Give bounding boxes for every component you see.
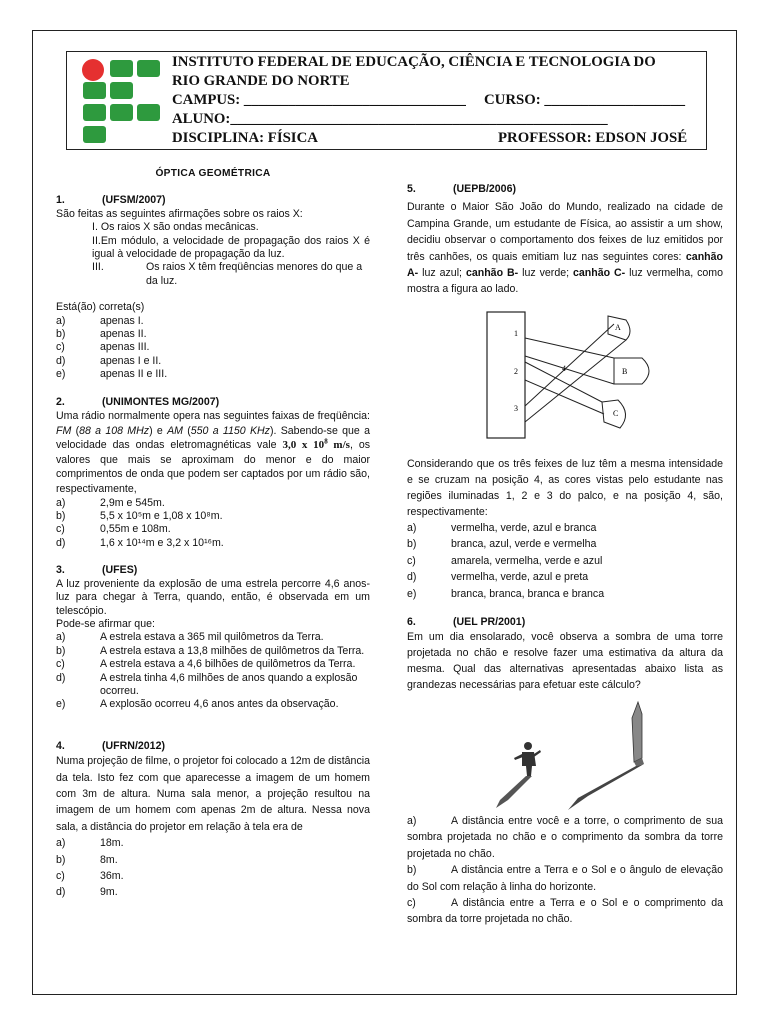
q5-question: Considerando que os três feixes de luz têm a mesma intensidade e se cruzam na posição 4, as cores vistas pelo estudante nas regiões iluminadas 1, 2 e 3 do palco, e na posição 4, são, respectivamente: xyxy=(407,458,723,518)
option-letter: b) xyxy=(56,328,66,341)
logo-red-circle xyxy=(82,59,104,81)
q2-options xyxy=(56,497,370,551)
option-letter: e) xyxy=(407,587,417,600)
stage-label-3: 3 xyxy=(514,404,518,413)
option-letter: c) xyxy=(407,897,416,910)
option-text: apenas I e II. xyxy=(100,354,162,367)
q1-option xyxy=(56,368,370,381)
q3-header: 3. (UFES) xyxy=(56,564,138,577)
disciplina-label: DISCIPLINA: FÍSICA xyxy=(172,130,318,146)
option-letter: b) xyxy=(56,644,66,657)
q4-option xyxy=(56,884,370,900)
option-letter: d) xyxy=(56,886,66,899)
q4-option xyxy=(56,835,370,851)
option-text: branca, azul, verde e vermelha xyxy=(451,538,597,551)
option-text: apenas II e III. xyxy=(100,368,168,381)
q1-option xyxy=(56,328,370,341)
right-column xyxy=(407,183,723,298)
option-text: apenas III. xyxy=(100,341,150,354)
stage-rect xyxy=(487,312,525,438)
q3-option xyxy=(56,672,370,699)
q2-option xyxy=(56,510,370,523)
cannon-label-a: A xyxy=(615,323,621,332)
option-letter: a) xyxy=(56,496,66,509)
option-letter: b) xyxy=(56,853,66,866)
option-text: A distância entre você e a torre, o comprimento de sua sombra projetada no chão e o comprimento da sombra da torre projetada no chão. xyxy=(407,815,723,860)
tower-shadow-figure xyxy=(478,700,668,810)
header-line1: INSTITUTO FEDERAL DE EDUCAÇÃO, CIÊNCIA E TECNOLOGIA DO xyxy=(172,54,656,70)
q6-options-area xyxy=(407,813,723,928)
tower-shadow xyxy=(568,764,644,810)
left-column xyxy=(56,167,370,901)
option-text: amarela, vermelha, verde e azul xyxy=(451,554,603,567)
q2-header: 2. (UNIMONTES MG/2007) xyxy=(56,395,220,408)
option-text: 9m. xyxy=(100,886,118,899)
header-line2: RIO GRANDE DO NORTE xyxy=(172,73,350,89)
q1-s1: I. Os raios X são ondas mecânicas. xyxy=(92,221,259,234)
q3-text: A luz proveniente da explosão de uma estrela percorre 4,6 anos-luz para chegar à Terra, quando, então, é observada em um telescópio. xyxy=(56,577,370,617)
q5-option xyxy=(407,536,723,552)
q2-text: Uma rádio normalmente opera nas seguintes faixas de freqüência: FM (88 a 108 MHz) e AM (550 a 1150 KHz). Sabendo-se que a velocidade das ondas eletromagnéticas vale 3,0 x $10^8$ m/s, os valores que mais se aproximam do menor e do maior comprimentos de onda que podem ser captados por um rádio são, respectivamente, xyxy=(56,410,371,496)
q4-text: Numa projeção de filme, o projetor foi colocado a 12m de distância da tela. Isto fez com que aparecesse a imagem de um homem com 3m de altura. Numa sala menor, a projeção resultou na imagem de um homem com apenas 2m de altura. Nessa nova sala, a distância do projetor em relação à tela era de xyxy=(56,755,370,833)
option-text: A estrela estava a 4,6 bilhões de quilômetros da Terra. xyxy=(100,658,356,671)
ifrn-logo xyxy=(80,58,164,144)
q2-option xyxy=(56,523,370,536)
option-letter: c) xyxy=(56,658,65,671)
q4-options xyxy=(56,835,370,901)
option-letter: e) xyxy=(56,698,66,711)
option-text: A explosão ocorreu 4,6 anos antes da observação. xyxy=(100,698,339,711)
q1-option xyxy=(56,315,370,328)
option-text: 2,9m e 545m. xyxy=(100,496,165,509)
q3-options xyxy=(56,631,370,711)
q1-options xyxy=(56,315,370,382)
professor-label: PROFESSOR: EDSON JOSÉ xyxy=(498,130,688,146)
q5-option xyxy=(407,520,723,536)
option-text: 18m. xyxy=(100,837,124,850)
option-letter: c) xyxy=(56,341,65,354)
option-letter: a) xyxy=(56,314,66,327)
option-text: apenas I. xyxy=(100,314,144,327)
curso-field: CURSO: ___________________ xyxy=(484,92,685,108)
q1-header: 1. (UFSM/2007) xyxy=(56,194,166,207)
option-text: 0,55m e 108m. xyxy=(100,523,171,536)
campus-field: CAMPUS: ______________________________ xyxy=(172,92,466,108)
stage-label-1: 1 xyxy=(514,329,518,338)
page-title: ÓPTICA GEOMÉTRICA xyxy=(155,168,271,179)
option-letter: a) xyxy=(407,815,417,827)
stage-beams-figure xyxy=(486,310,658,442)
option-text: apenas II. xyxy=(100,328,147,341)
option-text: A estrela tinha 4,6 milhões de anos quando a explosão ocorreu. xyxy=(100,671,358,697)
q4-option xyxy=(56,868,370,884)
q1-ask: Está(ão) correta(s) xyxy=(56,301,145,314)
option-letter: e) xyxy=(56,368,66,381)
q5-options xyxy=(407,520,723,602)
option-text: 5,5 x 10⁵m e 1,08 x 10⁸m. xyxy=(100,510,223,523)
cannon-label-b: B xyxy=(622,367,628,376)
option-letter: d) xyxy=(407,571,417,584)
option-text: 36m. xyxy=(100,870,124,882)
q5-text: Durante o Maior São João do Mundo, realizado na cidade de Campina Grande, um estudante de Física, ao assistir a um show, decidiu observar o comportamento dos feixes de luz emitidos por três canhões, os quais emitiam luz nas seguintes cores: canhão A- luz azul; canhão B- luz verde; canhão C- luz vermelha, como mostra a figura ao lado. xyxy=(407,201,724,296)
option-letter: b) xyxy=(407,864,417,877)
man-figure xyxy=(514,742,541,776)
q6-text: Em um dia ensolarado, você observa a sombra de uma torre projetada no chão e resolve fazer uma estimativa da altura da mesma. Qual das alternativas apresentadas abaixo lista as grandezas necessárias para efetuar este cálculo? xyxy=(407,631,723,692)
q6-options xyxy=(407,813,723,928)
option-text: A estrela estava a 365 mil quilômetros da Terra. xyxy=(100,631,324,644)
stage-label-2: 2 xyxy=(514,367,518,376)
tower xyxy=(632,702,644,766)
q1-option xyxy=(56,341,370,354)
option-text: 1,6 x 10¹⁴m e 3,2 x 10¹⁶m. xyxy=(100,536,224,549)
option-text: vermelha, verde, azul e preta xyxy=(451,571,589,584)
option-letter: d) xyxy=(56,536,66,549)
option-letter: d) xyxy=(56,354,66,367)
q3-option xyxy=(56,658,370,671)
option-text: A distância entre a Terra e o Sol e o ângulo de elevação do Sol com relação à linha do horizonte. xyxy=(407,864,723,893)
q6-option xyxy=(407,813,723,862)
q5-option xyxy=(407,553,723,569)
option-letter: a) xyxy=(56,837,66,850)
option-text: A distância entre a Terra e o Sol e o comprimento da sombra da torre projetada no chão. xyxy=(407,897,723,926)
q4-option xyxy=(56,852,370,868)
q1-s3: III. Os raios X têm freqüências menores do que a da luz. xyxy=(92,261,363,287)
q1-intro: São feitas as seguintes afirmações sobre os raios X: xyxy=(56,207,303,220)
right-column-lower xyxy=(407,456,723,693)
option-letter: c) xyxy=(407,554,416,567)
q6-header: 6. (UEL PR/2001) xyxy=(407,616,526,629)
option-letter: b) xyxy=(56,510,66,523)
cannon-label-c: C xyxy=(613,409,619,418)
aluno-field: ALUNO:___________________________________________________ xyxy=(172,111,608,127)
option-letter: a) xyxy=(407,522,417,534)
q4-header: 4. (UFRN/2012) xyxy=(56,739,165,752)
option-text: A estrela estava a 13,8 milhões de quilômetros da Terra. xyxy=(100,644,365,657)
man-shadow xyxy=(496,776,532,808)
option-letter: c) xyxy=(56,870,65,882)
option-text: 8m. xyxy=(100,853,118,866)
option-letter: a) xyxy=(56,631,66,644)
option-letter: c) xyxy=(56,523,65,536)
option-letter: d) xyxy=(56,671,66,684)
option-letter: b) xyxy=(407,538,417,551)
q3-option xyxy=(56,645,370,658)
cannon-b xyxy=(614,358,649,384)
q5-option xyxy=(407,569,723,585)
q5-header: 5. (UEPB/2006) xyxy=(407,183,516,195)
q3-option xyxy=(56,698,370,711)
q6-option xyxy=(407,862,723,895)
q5-option xyxy=(407,586,723,602)
q1-s2: II.Em módulo, a velocidade de propagação dos raios X é igual à velocidade de propagação da luz. xyxy=(92,234,370,261)
option-text: vermelha, verde, azul e branca xyxy=(451,522,597,534)
q3-option xyxy=(56,631,370,644)
option-text: branca, branca, branca e branca xyxy=(451,587,605,600)
q2-option xyxy=(56,497,370,510)
crossing-label-4: 4 xyxy=(562,364,566,373)
q3-ask: Pode-se afirmar que: xyxy=(56,617,155,630)
q1-option xyxy=(56,355,370,368)
q2-option xyxy=(56,537,370,550)
q6-option xyxy=(407,895,723,928)
